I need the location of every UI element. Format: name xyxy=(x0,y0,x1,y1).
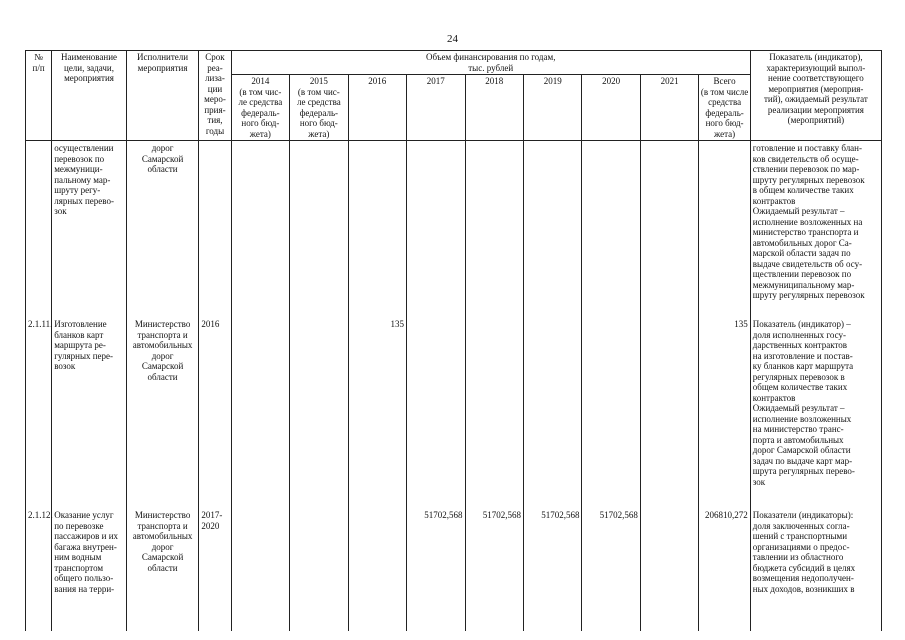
header-year-2014: 2014 (в том чис- ле средства федераль- ного бюд- жета) xyxy=(231,75,289,141)
header-year-2020: 2020 xyxy=(582,75,640,141)
row-total: 206810,272 xyxy=(699,505,750,631)
header-year-2018: 2018 xyxy=(465,75,523,141)
row-value-2015 xyxy=(290,505,348,631)
row-value-2021 xyxy=(640,505,698,631)
row-value-2016 xyxy=(348,141,406,315)
row-value-2019 xyxy=(523,314,581,505)
row-total xyxy=(699,141,750,315)
header-year-2021: 2021 xyxy=(640,75,698,141)
header-year-2016: 2016 xyxy=(348,75,406,141)
row-executors: Министерство транспорта и автомобильных дорог Самарской области xyxy=(126,505,199,631)
header-executors: Исполнители мероприятия xyxy=(126,51,199,141)
table-row xyxy=(26,314,882,505)
row-total: 135 xyxy=(699,314,750,505)
row-value-2020 xyxy=(582,314,640,505)
row-value-2019 xyxy=(523,141,581,315)
row-term: 2017- 2020 xyxy=(199,505,231,631)
row-name: Изготовление бланков карт маршрута ре- гулярных пере- возок xyxy=(52,314,127,505)
header-year-2015: 2015 (в том чис- ле средства федераль- ного бюд- жета) xyxy=(290,75,348,141)
row-indicator: Показатель (индикатор) – доля исполненных госу- дарственных контрактов на изготовление и постав- ку бланков карт маршрута регулярных перевозок в общем количестве таких контрактов Ожидаемый результат – исполнение возложенных на министерство транс- порта и автомобильных дорог Самарской области задач по выдаче карт мар- шрута регулярных перево- зок xyxy=(750,314,881,505)
row-value-2016: 135 xyxy=(348,314,406,505)
page-number: 24 xyxy=(447,33,458,45)
header-row-1 xyxy=(26,51,882,75)
row-value-2014 xyxy=(231,314,289,505)
row-num: 2.1.11. xyxy=(26,314,52,505)
row-indicator: готовление и поставку блан- ков свидетельств об осуще- ствлении перевозок по мар- шруту регулярных перевозок в общем количестве таких контрактов Ожидаемый результат – исполнение возложенных на министерство транспорта и автомобильных дорог Са- марской области задач по выдаче свидетельств об осу- ществлении перевозок по межмуниципальному мар- шруту регулярных перевозок xyxy=(750,141,881,315)
header-funding-title: Объем финансирования по годам, тыс. рублей xyxy=(231,51,750,75)
row-value-2020: 51702,568 xyxy=(582,505,640,631)
row-value-2017 xyxy=(407,141,465,315)
header-year-2019: 2019 xyxy=(523,75,581,141)
row-value-2019: 51702,568 xyxy=(523,505,581,631)
row-value-2014 xyxy=(231,141,289,315)
row-indicator: Показатели (индикаторы): доля заключенных согла- шений с транспортными организациями о предос- тавлении из областного бюджета субсидий в целях возмещения недополучен- ных доходов, возникших в xyxy=(750,505,881,631)
row-value-2018 xyxy=(465,314,523,505)
row-value-2014 xyxy=(231,505,289,631)
row-value-2021 xyxy=(640,314,698,505)
row-value-2015 xyxy=(290,141,348,315)
row-value-2018: 51702,568 xyxy=(465,505,523,631)
row-value-2017: 51702,568 xyxy=(407,505,465,631)
row-value-2015 xyxy=(290,314,348,505)
program-activities-table xyxy=(25,50,882,631)
header-term: Срок реа- лиза- ции меро- прия- тия, годы xyxy=(199,51,231,141)
row-term: 2016 xyxy=(199,314,231,505)
header-year-2017: 2017 xyxy=(407,75,465,141)
row-value-2021 xyxy=(640,141,698,315)
row-value-2018 xyxy=(465,141,523,315)
row-term xyxy=(199,141,231,315)
table-row xyxy=(26,505,882,631)
row-name: осуществлении перевозок по межмуници- пальному мар- шруту регу- лярных перево- зок xyxy=(52,141,127,315)
row-value-2016 xyxy=(348,505,406,631)
row-value-2017 xyxy=(407,314,465,505)
header-name: Наименование цели, задачи, мероприятия xyxy=(52,51,127,141)
header-num: № п/п xyxy=(26,51,52,141)
header-indicator: Показатель (индикатор), характеризующий выпол- нение соответствующего мероприятия (мероприя- тий), ожидаемый результат реализации мероприятия (мероприятий) xyxy=(750,51,881,141)
row-name: Оказание услуг по перевозке пассажиров и их багажа внутрен- ним водным транспортом общего пользо- вания на терри- xyxy=(52,505,127,631)
row-num xyxy=(26,141,52,315)
row-executors: дорог Самарской области xyxy=(126,141,199,315)
header-total: Всего (в том числе средства федераль- ного бюд- жета) xyxy=(700,76,749,139)
row-value-2020 xyxy=(582,141,640,315)
row-executors: Министерство транспорта и автомобильных дорог Самарской области xyxy=(126,314,199,505)
row-num: 2.1.12. xyxy=(26,505,52,631)
table-row xyxy=(26,141,882,315)
